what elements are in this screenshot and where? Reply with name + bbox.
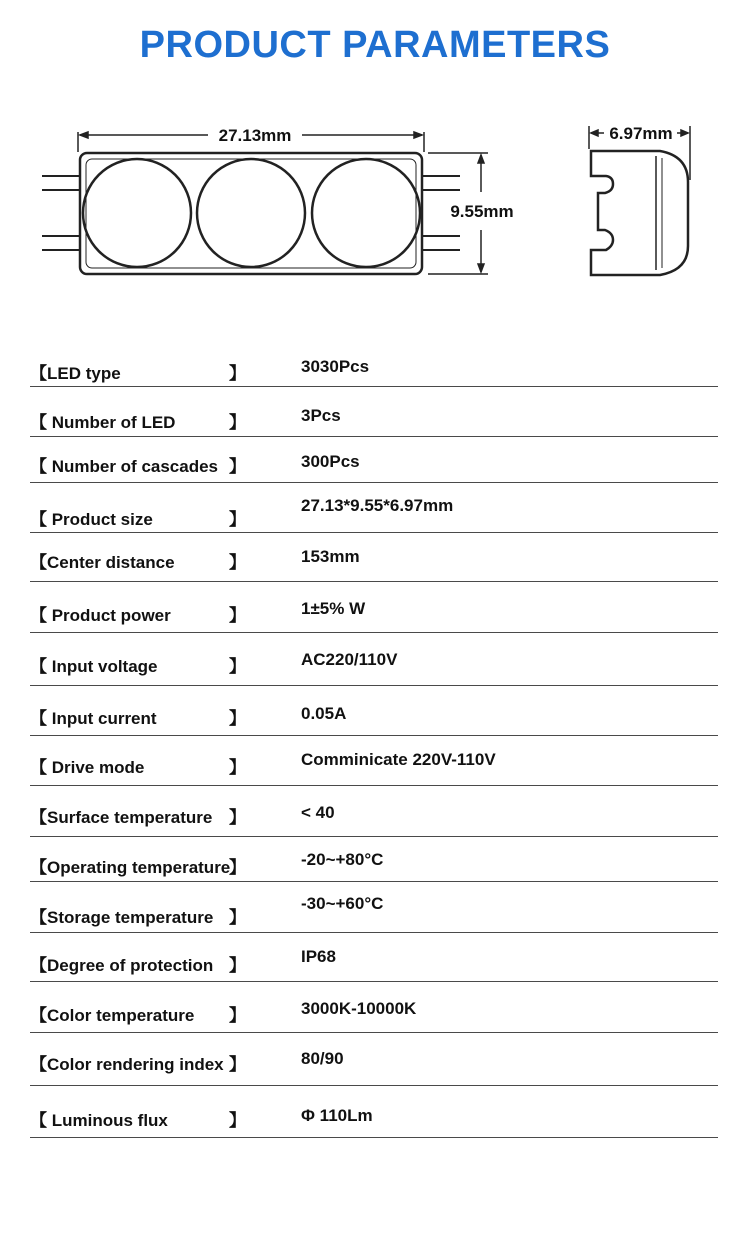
bracket-close: 】 xyxy=(229,1111,246,1130)
spec-value: < 40 xyxy=(301,803,335,822)
length-label: 27.13mm xyxy=(218,126,292,145)
spec-label: Center distance xyxy=(47,553,175,572)
bracket-close: 】 xyxy=(229,657,246,676)
spec-label: Color rendering index xyxy=(47,1055,224,1074)
depth-label: 6.97mm xyxy=(609,124,673,143)
spec-value: -30~+60°C xyxy=(301,894,384,913)
spec-row-storage-temperature xyxy=(30,882,718,933)
spec-row-color-temperature xyxy=(30,982,718,1033)
spec-row-drive-mode xyxy=(30,736,718,786)
spec-row-number-of-led xyxy=(30,387,718,437)
spec-label: Surface temperature xyxy=(47,808,213,827)
spec-label: Luminous flux xyxy=(47,1111,168,1130)
spec-label: Number of cascades xyxy=(47,457,219,476)
bracket-open: 【 xyxy=(30,1111,47,1130)
spec-label: Product power xyxy=(47,606,171,625)
bracket-close: 】 xyxy=(229,364,246,383)
bracket-close: 】 xyxy=(229,808,246,827)
bracket-open: 【 xyxy=(30,1006,47,1025)
module-side-view xyxy=(591,151,688,275)
spec-row-color-rendering-index xyxy=(30,1033,718,1086)
bracket-close: 】 xyxy=(229,457,246,476)
module-front-view xyxy=(42,153,460,274)
bracket-open: 【 xyxy=(30,709,47,728)
bracket-open: 【 xyxy=(30,1055,47,1074)
spec-row-center-distance xyxy=(30,533,718,582)
bracket-open: 【 xyxy=(30,858,47,877)
spec-label: LED type xyxy=(47,364,121,383)
height-label: 9.55mm xyxy=(450,202,514,221)
spec-label: Input current xyxy=(47,709,157,728)
bracket-open: 【 xyxy=(30,956,47,975)
spec-row-surface-temperature xyxy=(30,786,718,837)
bracket-open: 【 xyxy=(30,413,47,432)
spec-value: -20~+80°C xyxy=(301,850,384,869)
bracket-open: 【 xyxy=(30,758,47,777)
bracket-open: 【 xyxy=(30,364,47,383)
spec-value: 0.05A xyxy=(301,704,347,723)
spec-row-degree-of-protection xyxy=(30,933,718,982)
spec-label: Operating temperature xyxy=(47,858,231,877)
spec-value: IP68 xyxy=(301,947,336,966)
spec-row-input-voltage xyxy=(30,633,718,686)
bracket-close: 】 xyxy=(229,858,246,877)
spec-row-input-current xyxy=(30,686,718,736)
spec-row-operating-temperature xyxy=(30,837,718,882)
bracket-close: 】 xyxy=(229,1055,246,1074)
dimension-diagram xyxy=(0,100,750,290)
spec-value: Φ 110Lm xyxy=(301,1106,373,1125)
spec-value: 300Pcs xyxy=(301,452,360,471)
spec-label: Color temperature xyxy=(47,1006,195,1025)
spec-value: 3030Pcs xyxy=(301,357,370,376)
spec-value: 3Pcs xyxy=(301,406,341,425)
spec-value: 1±5% W xyxy=(301,599,366,618)
spec-label: Number of LED xyxy=(47,413,176,432)
bracket-close: 】 xyxy=(229,606,246,625)
spec-value: Comminicate 220V-110V xyxy=(301,750,496,769)
bracket-open: 【 xyxy=(30,553,47,572)
spec-value: 80/90 xyxy=(301,1049,344,1068)
bracket-open: 【 xyxy=(30,510,47,529)
spec-value: AC220/110V xyxy=(301,650,398,669)
bracket-close: 】 xyxy=(229,758,246,777)
bracket-open: 【 xyxy=(30,808,47,827)
spec-label: Input voltage xyxy=(47,657,158,676)
bracket-close: 】 xyxy=(229,510,246,529)
spec-row-led-type xyxy=(30,340,718,387)
spec-label: Drive mode xyxy=(47,758,145,777)
bracket-open: 【 xyxy=(30,457,47,476)
bracket-close: 】 xyxy=(229,956,246,975)
bracket-open: 【 xyxy=(30,606,47,625)
spec-table xyxy=(30,340,718,1138)
spec-row-product-size xyxy=(30,483,718,533)
spec-label: Storage temperature xyxy=(47,908,214,927)
spec-row-luminous-flux xyxy=(30,1086,718,1138)
spec-row-number-of-cascades xyxy=(30,437,718,483)
bracket-close: 】 xyxy=(229,908,246,927)
spec-row-product-power xyxy=(30,582,718,633)
spec-value: 153mm xyxy=(301,547,360,566)
spec-label: Degree of protection xyxy=(47,956,214,975)
spec-value: 27.13*9.55*6.97mm xyxy=(301,496,454,515)
bracket-open: 【 xyxy=(30,908,47,927)
bracket-close: 】 xyxy=(229,413,246,432)
spec-label: Product size xyxy=(47,510,153,529)
bracket-close: 】 xyxy=(229,709,246,728)
bracket-close: 】 xyxy=(229,1006,246,1025)
bracket-open: 【 xyxy=(30,657,47,676)
spec-value: 3000K-10000K xyxy=(301,999,417,1018)
bracket-close: 】 xyxy=(229,553,246,572)
page-title: PRODUCT PARAMETERS xyxy=(139,24,611,66)
